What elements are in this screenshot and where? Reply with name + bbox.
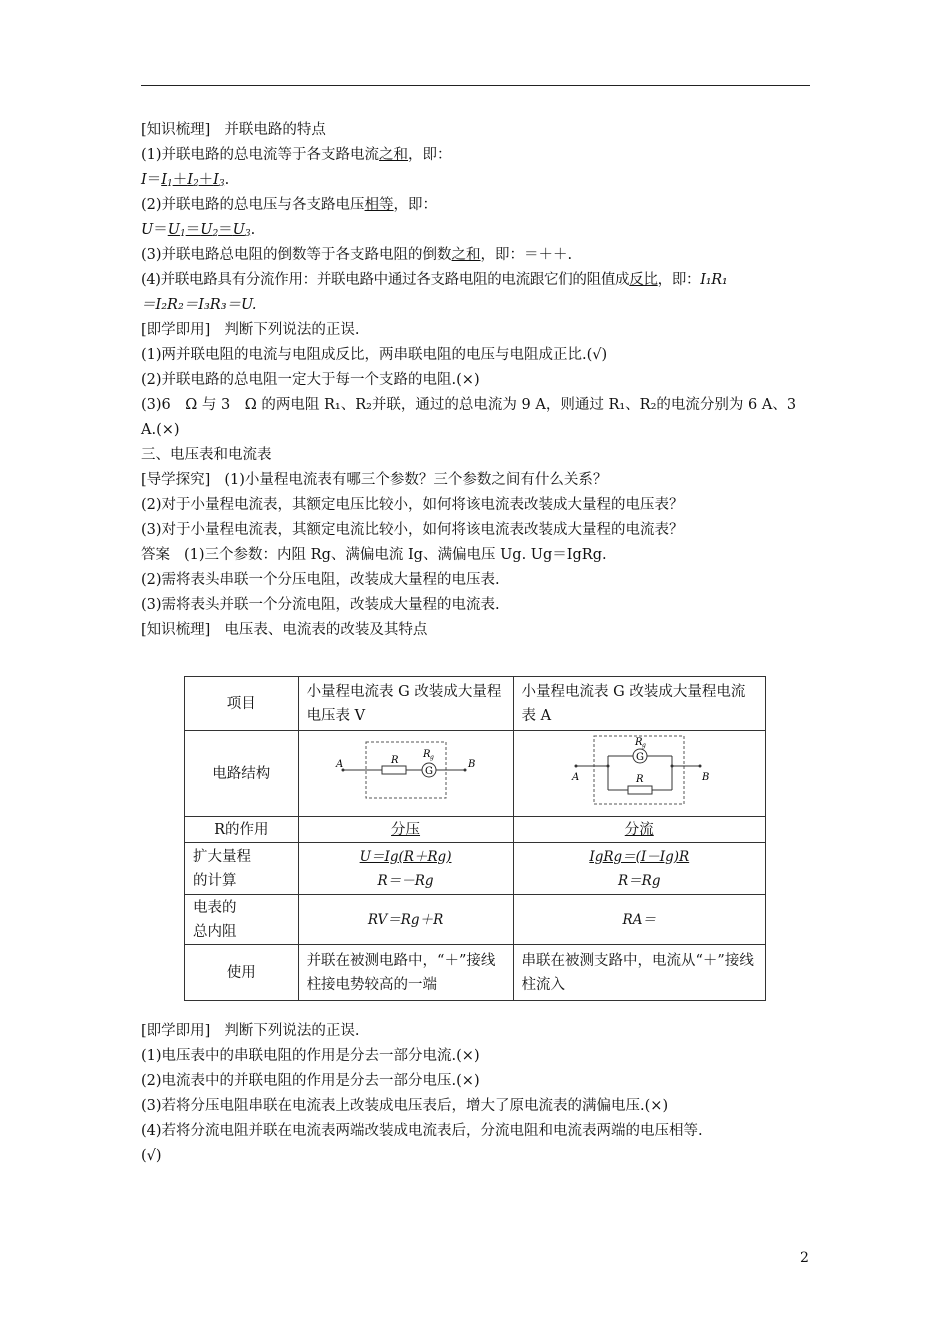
section-heading-parallel <box>141 118 811 143</box>
heading-meters: 三、电压表和电流表 <box>141 447 272 463</box>
point-4-continued: ＝I₂R₂＝I₃R₃＝U. <box>141 297 257 313</box>
point-2: (2)并联电路的总电压与各支路电压相等，即： <box>141 197 438 213</box>
question-2: (2)对于小量程电流表，其额定电压比较小，如何将该电流表改装成大量程的电压表？ <box>141 497 684 513</box>
underlined-answer: 之和 <box>379 147 409 163</box>
section-heading-quiz-2: [即学即用] 判断下列说法的正误. <box>141 1023 360 1039</box>
quiz-1-item-1: (1)两并联电阻的电流与电阻成反比，两串联电阻的电压与电阻成正比.(√) <box>141 347 608 363</box>
terminal-b <box>699 764 702 767</box>
row-label-range-calc: 扩大量程 的计算 <box>185 843 299 895</box>
quiz-2-item-4-continued: (√) <box>141 1148 162 1164</box>
terminal-b <box>463 768 466 771</box>
guided-inquiry: [导学探究] (1)小量程电流表有哪三个参数？三个参数之间有什么关系？ <box>141 472 608 488</box>
quiz-2-item-1: (1)电压表中的串联电阻的作用是分去一部分电流.(×) <box>141 1048 480 1064</box>
label-rg: R <box>635 736 643 748</box>
label-a: A <box>335 758 343 770</box>
quiz-2-item-4: (4)若将分流电阻并联在电流表两端改装成电流表后，分流电阻和电流表两端的电压相等. <box>141 1123 703 1139</box>
meter-conversion-table <box>184 676 766 1001</box>
label-a: A <box>572 771 580 783</box>
resistor-symbol <box>628 786 652 794</box>
section-title: 并联电路的特点 <box>224 122 326 138</box>
table-row <box>185 843 766 895</box>
quiz-1-item-3-continued: A.(×) <box>141 422 180 438</box>
table-row <box>185 895 766 945</box>
junction <box>671 764 674 767</box>
junction <box>607 764 610 767</box>
table-header-ammeter: 小量程电流表 G 改装成大量程电流表 A <box>513 677 765 731</box>
quiz-2-item-3: (3)若将分压电阻串联在电流表上改装成电压表后，增大了原电流表的满偏电压.(×) <box>141 1098 669 1114</box>
table-row <box>185 817 766 843</box>
label-r: R <box>390 754 399 766</box>
label-rg-sub: g <box>642 741 647 749</box>
voltmeter-range-formula: U＝Ig(R＋Rg) R＝－Rg <box>298 843 513 895</box>
page-number: 2 <box>800 1250 809 1266</box>
voltmeter-r-role: 分压 <box>298 817 513 843</box>
underlined-answer: 相等 <box>364 197 394 213</box>
voltmeter-usage: 并联在被测电路中，“＋”接线柱接电势较高的一端 <box>298 945 513 1001</box>
point-3: (3)并联电路总电阻的倒数等于各支路电阻的倒数之和，即：＝＋＋. <box>141 247 573 263</box>
question-3: (3)对于小量程电流表，其额定电流比较小，如何将该电流表改装成大量程的电流表？ <box>141 522 684 538</box>
point-4: (4)并联电路具有分流作用：并联电路中通过各支路电阻的电流跟它们的阻值成反比，即：I₁R₁ <box>141 272 728 288</box>
formula-current: I＝I1＋I2＋I3. <box>141 172 230 189</box>
answer-1: 答案 (1)三个参数：内阻 Rg、满偏电流 Ig、满偏电压 Ug. Ug＝IgRg. <box>141 547 607 563</box>
label-rg: R <box>422 748 431 760</box>
underlined-answer: 反比 <box>629 272 658 288</box>
ammeter-internal-resistance: RA＝ <box>513 895 765 945</box>
label-rg-sub: g <box>429 753 434 761</box>
ammeter-circuit-cell <box>513 731 765 817</box>
section-heading-quiz-1: [即学即用] 判断下列说法的正误. <box>141 322 360 338</box>
ammeter-r-role: 分流 <box>513 817 765 843</box>
document-body-lower <box>141 1019 811 1169</box>
label-b: B <box>702 771 710 783</box>
galvanometer-label: G <box>424 765 433 777</box>
formula-voltage: U＝U1＝U2＝U3. <box>141 222 256 239</box>
quiz-1-item-3: (3)6 Ω 与 3 Ω 的两电阻 R₁、R₂并联，通过的总电流为 9 A，则通过 R₁、R₂的电流分别为 6 A、3 <box>141 397 797 413</box>
ammeter-usage: 串联在被测支路中，电流从“＋”接线柱流入 <box>513 945 765 1001</box>
row-label-usage: 使用 <box>185 945 299 1001</box>
row-label-internal-resistance: 电表的 总内阻 <box>185 895 299 945</box>
table-row <box>185 945 766 1001</box>
underlined-answer: 之和 <box>451 247 481 263</box>
document-body <box>141 118 811 643</box>
row-label-r-role: R的作用 <box>185 817 299 843</box>
row-label-circuit: 电路结构 <box>185 731 299 817</box>
point-1: (1)并联电路的总电流等于各支路电流之和，即： <box>141 147 452 163</box>
table-row <box>185 731 766 817</box>
section-heading-meters: [知识梳理] 电压表、电流表的改装及其特点 <box>141 622 428 638</box>
voltmeter-circuit-diagram <box>331 737 481 803</box>
table-row <box>185 677 766 731</box>
label-r: R <box>636 773 644 785</box>
header-rule <box>141 85 810 86</box>
ammeter-range-formula: IgRg＝(I－Ig)R R＝Rg <box>513 843 765 895</box>
quiz-1-item-2: (2)并联电路的总电阻一定大于每一个支路的电阻.(×) <box>141 372 480 388</box>
ammeter-circuit-diagram <box>564 732 714 808</box>
answer-2: (2)需将表头串联一个分压电阻，改装成大量程的电压表. <box>141 572 500 588</box>
table-header-voltmeter: 小量程电流表 G 改装成大量程电压表 V <box>298 677 513 731</box>
resistor-symbol <box>382 766 406 774</box>
galvanometer-label: G <box>636 751 645 763</box>
answer-3: (3)需将表头并联一个分流电阻，改装成大量程的电流表. <box>141 597 500 613</box>
table-header-item: 项目 <box>185 677 299 731</box>
voltmeter-circuit-cell <box>298 731 513 817</box>
section-tag: [知识梳理] <box>141 122 211 138</box>
quiz-2-item-2: (2)电流表中的并联电阻的作用是分去一部分电压.(×) <box>141 1073 480 1089</box>
voltmeter-internal-resistance: RV＝Rg＋R <box>298 895 513 945</box>
label-b: B <box>467 758 475 770</box>
terminal-a <box>575 764 578 767</box>
